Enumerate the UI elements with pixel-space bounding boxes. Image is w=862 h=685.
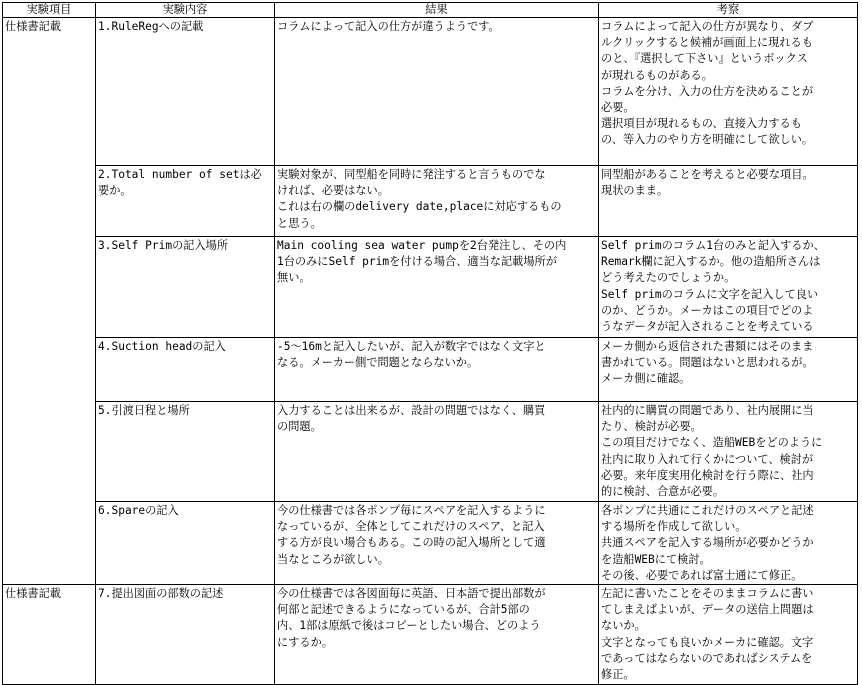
discussion-cell: 同型船があることを考えると必要な項目。 現状のまま。 [599,166,858,237]
content-cell: 6.Spareの記入 [96,502,275,585]
result-cell: 今の仕様書では各ポンプ毎にスペアを記入するように なっているが、全体としてこれだけのスペア、と記入 する方が良い場合もある。この時の記入場所として適 当なところが欲しい。 [275,502,599,585]
table-row [3,237,858,338]
item-cell: 仕様書記載 [3,585,96,685]
result-cell: 今の仕様書では各図面毎に英語、日本語で提出部数が 何部と記述できるようになっているが、合計5部の 内、1部は原紙で後はコピーとしたい場合、どのよう にするか。 [275,585,599,685]
discussion-cell: メーカ側から返信された書類にはそのまま 書かれている。問題はないと思われるが。 メーカ側に確認。 [599,338,858,402]
table-row [3,166,858,237]
content-cell: 4.Suction headの記入 [96,338,275,402]
result-cell: 入力することは出来るが、設計の問題ではなく、購買 の問題。 [275,402,599,502]
table-row [3,585,858,685]
result-cell: Main cooling sea water pumpを2台発注し、その内 1台のみにSelf primを付ける場合、適当な記載場所が 無い。 [275,237,599,338]
header-item: 実験項目 [3,3,96,18]
discussion-cell: Self primのコラム1台のみと記入するか、 Remark欄に記入するか。他の造船所さんは どう考えたのでしょうか。 Self primのコラムに文字を記入して良い のか、どうか。メーカはこの項目でどのよ うなデータが記入されることを考えている [599,237,858,338]
content-cell: 7.提出図面の部数の記述 [96,585,275,685]
header-content: 実験内容 [96,3,275,18]
header-discussion: 考察 [599,3,858,18]
table-row [3,502,858,585]
content-cell: 3.Self Primの記入場所 [96,237,275,338]
discussion-cell: 社内的に購買の問題であり、社内展開に当 たり、検討が必要。 この項目だけでなく、造船WEBをどのように 社内に取り入れて行くかについて、検討が 必要。来年度実用化検討を行う際に、社内 的に検討、合意が必要。 [599,402,858,502]
content-cell: 5.引渡日程と場所 [96,402,275,502]
experiment-table [2,2,858,685]
header-result: 結果 [275,3,599,18]
table-row [3,402,858,502]
content-cell: 2.Total number of setは必 要か。 [96,166,275,237]
result-cell: 実験対象が、同型船を同時に発注すると言うものでな ければ、必要はない。 これは右の欄のdelivery date,placeに対応するもの と思う。 [275,166,599,237]
discussion-cell: コラムによって記入の仕方が異なり、ダブ ルクリックすると候補が画面上に現れるも のと、『選択して下さい』というボックス が現れるものがある。 コラムを分け、入力の仕方を決めることが 必要。 選択項目が現れるもの、直接入力するも の、等入力のやり方を明確にして欲しい。 [599,18,858,166]
discussion-cell: 左記に書いたことをそのままコラムに書い てしまえばよいが、データの送信上問題は ないか。 文字となっても良いかメーカに確認。文字 であってはならないのであればシステムを 修正。 [599,585,858,685]
item-cell: 仕様書記載 [3,18,96,585]
result-cell: コラムによって記入の仕方が違うようです。 [275,18,599,166]
table-row [3,338,858,402]
result-cell: -5～16mと記入したいが、記入が数字ではなく文字と なる。メーカー側で問題とならないか。 [275,338,599,402]
table-row [3,18,858,166]
discussion-cell: 各ポンプに共通にこれだけのスペアと記述 する場所を作成して欲しい。 共通スペアを記入する場所が必要かどうか を造船WEBにて検討。 その後、必要であれば富士通にて修正。 [599,502,858,585]
header-row [3,3,858,18]
content-cell: 1.RuleRegへの記載 [96,18,275,166]
